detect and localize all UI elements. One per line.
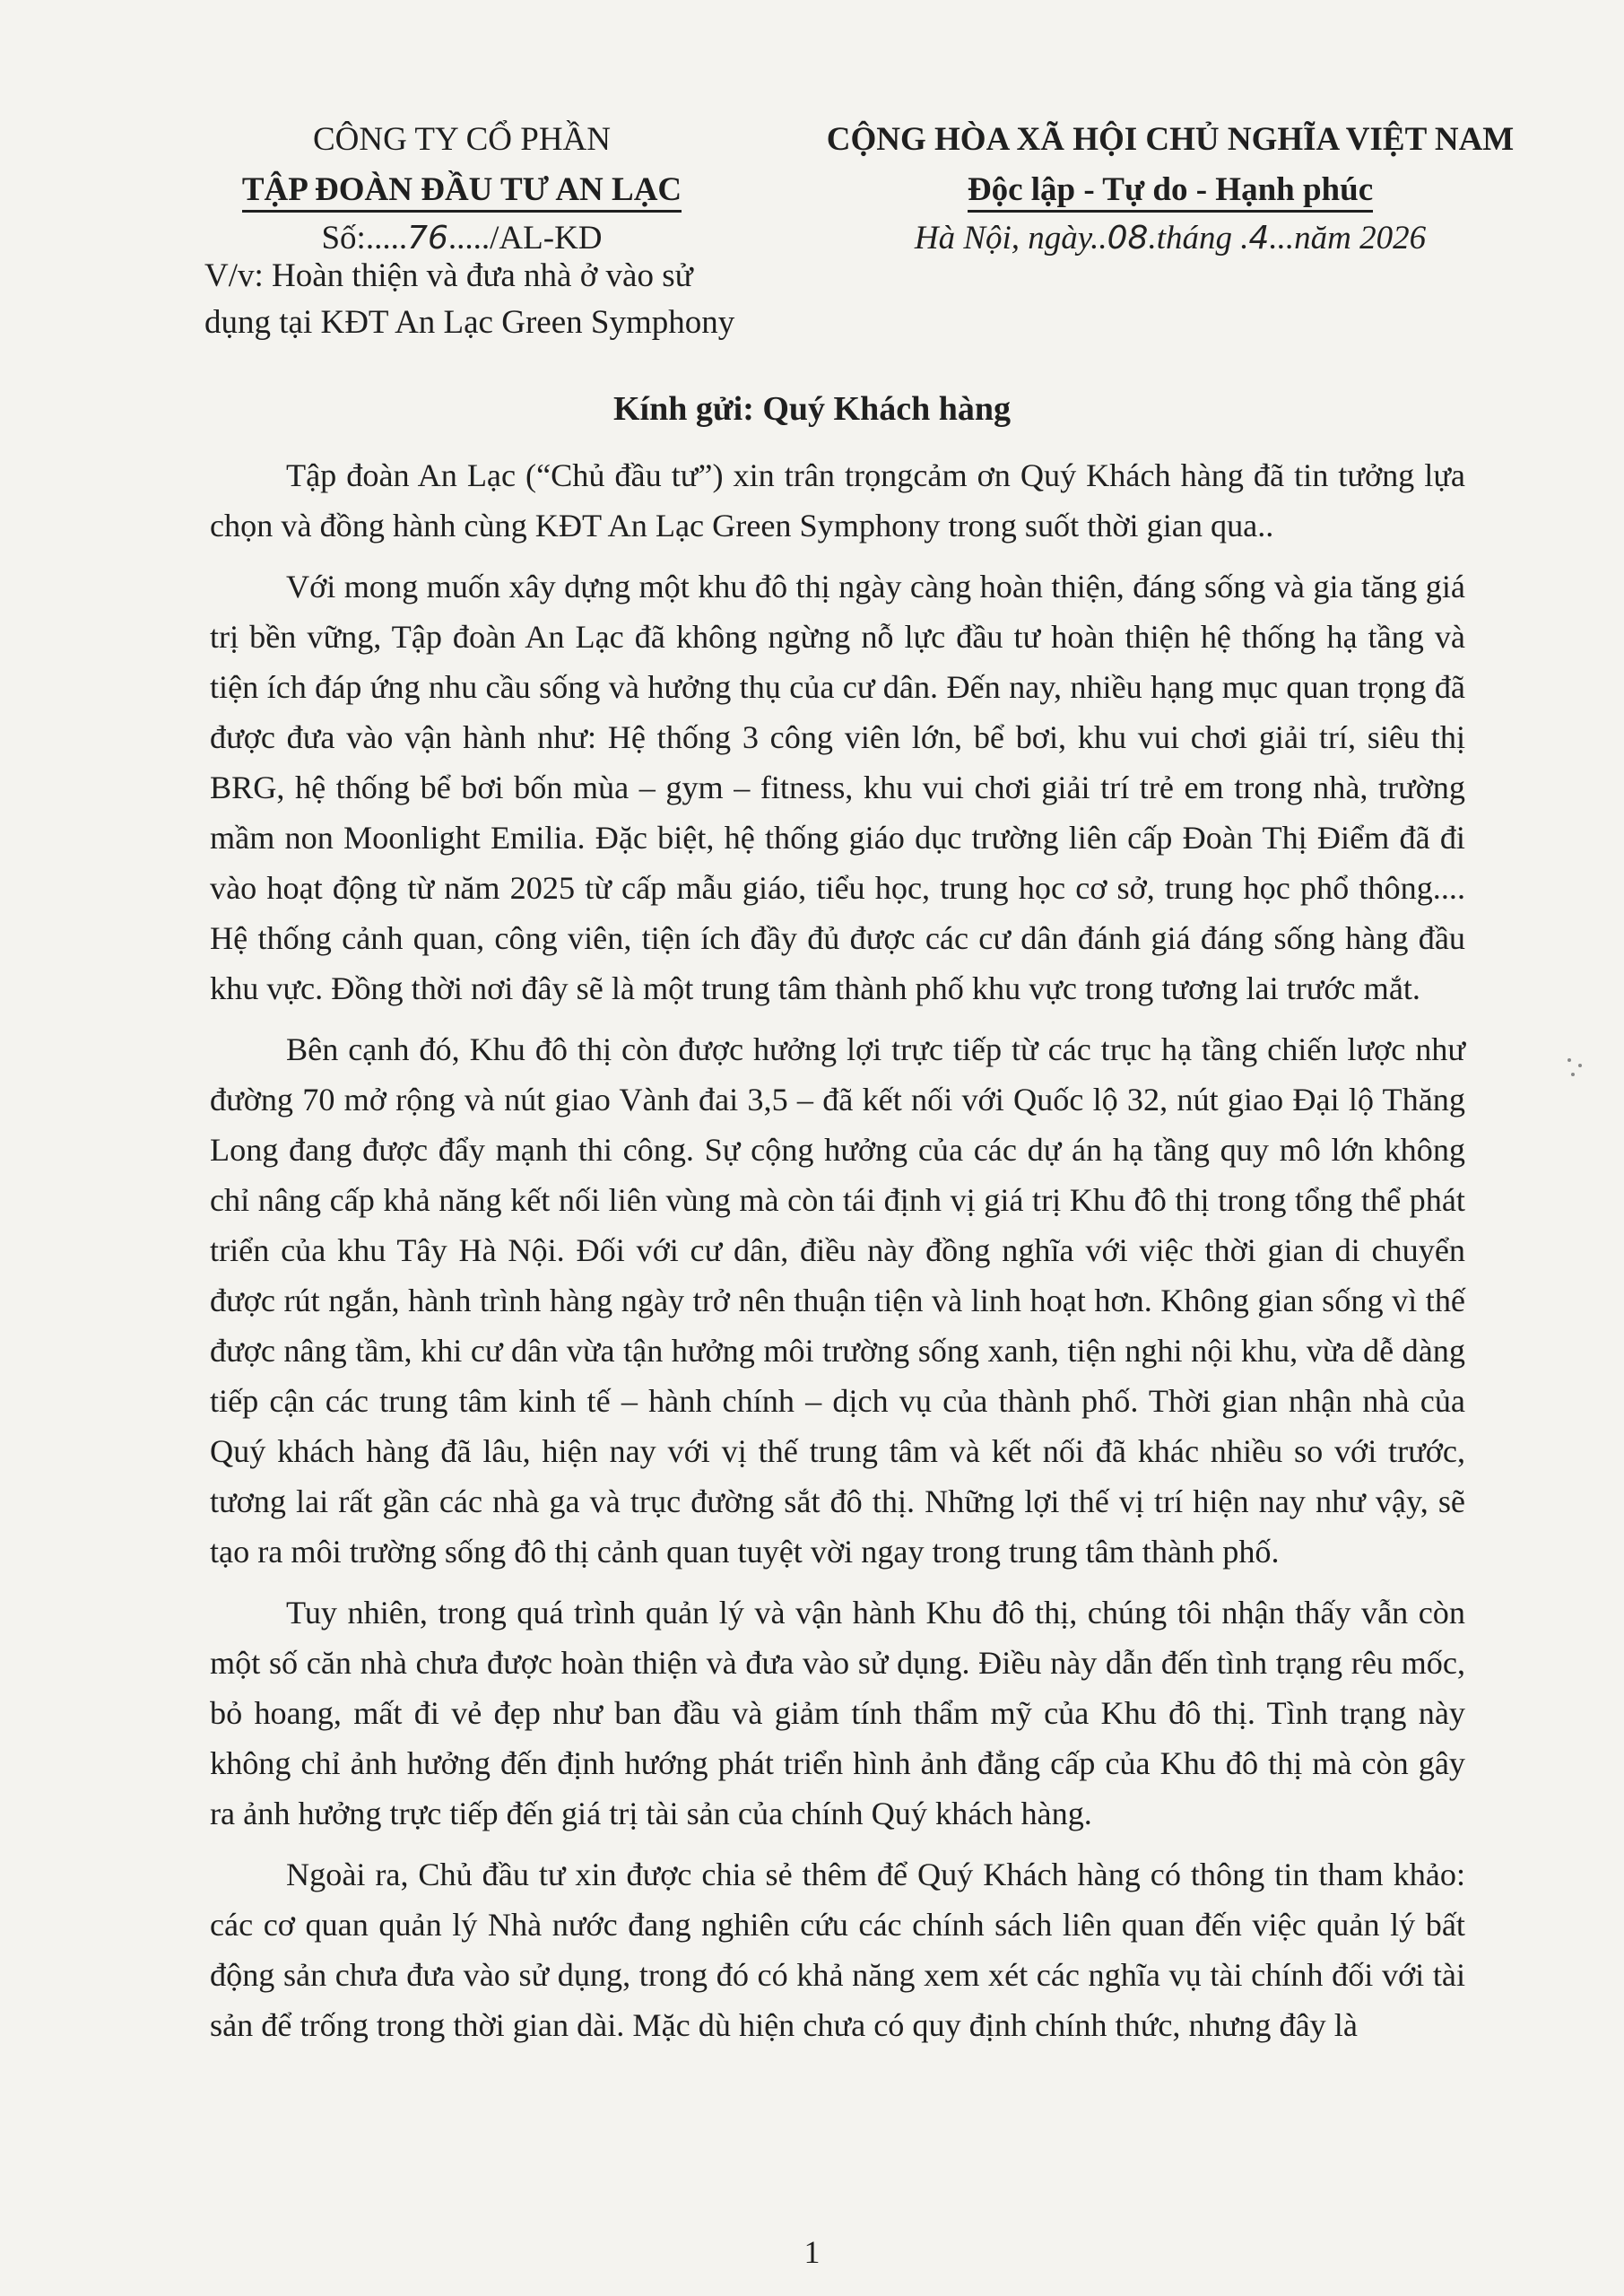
company-line-1: CÔNG TY CỔ PHẦN — [312, 121, 611, 158]
paragraph-issue: Tuy nhiên, trong quá trình quản lý và vận hành Khu đô thị, chúng tôi nhận thấy vẫn còn một số căn nhà chưa được hoàn thiện và đưa vào sử dụng. Điều này dẫn đến tình trạng rêu mốc, bỏ hoang, mất đi vẻ đẹp như ban đầu và giảm tính thẩm mỹ của Khu đô thị. Tình trạng này không chỉ ảnh hưởng đến định hướng phát triển hình ảnh đẳng cấp của Khu đô thị mà còn gây ra ảnh hưởng trực tiếp đến giá trị tài sản của chính Quý khách hàng. — [210, 1595, 1465, 1831]
issuer-block — [193, 115, 731, 262]
date-mid: .tháng . — [1148, 220, 1249, 257]
doc-no-handwritten: 76 — [407, 220, 448, 257]
subject-block — [204, 253, 743, 346]
page-number: 1 — [803, 2234, 821, 2270]
salutation: Kính gửi: Quý Khách hàng — [612, 390, 1012, 428]
date-prefix: Hà Nội, ngày.. — [914, 220, 1107, 257]
doc-no-suffix: ...../AL-KD — [447, 220, 603, 257]
scan-speck — [1578, 1064, 1582, 1067]
date-day-handwritten: 08 — [1107, 220, 1149, 257]
date-line — [807, 215, 1533, 262]
motto-line — [807, 165, 1533, 215]
paragraph-amenities: Với mong muốn xây dựng một khu đô thị ngày càng hoàn thiện, đáng sống và gia tăng giá trị bền vững, Tập đoàn An Lạc đã không ngừng nỗ lực đầu tư hoàn thiện hệ thống hạ tầng và tiện ích đáp ứng nhu cầu sống và hưởng thụ của cư dân. Đến nay, nhiều hạng mục quan trọng đã được đưa vào vận hành như: Hệ thống 3 công viên lớn, bể bơi, khu vui chơi giải trí, siêu thị BRG, hệ thống bể bơi bốn mùa – gym – fitness, khu vui chơi giải trí trẻ em trong nhà, trường mầm non Moonlight Emilia. Đặc biệt, hệ thống giáo dục trường liên cấp Đoàn Thị Điểm đã đi vào hoạt động từ năm 2025 từ cấp mẫu giáo, tiểu học, trung học cơ sở, trung học phổ thông.... Hệ thống cảnh quan, công viên, tiện ích đầy đủ được các cư dân đánh giá đáng sống hàng đầu khu vực. Đồng thời nơi đây sẽ là một trung tâm thành phố khu vực trong tương lai trước mắt. — [210, 569, 1465, 1006]
paragraph-intro: Tập đoàn An Lạc (“Chủ đầu tư”) xin trân trọngcảm ơn Quý Khách hàng đã tin tưởng lựa chọn và đồng hành cùng KĐT An Lạc Green Symphony trong suốt thời gian qua.. — [210, 457, 1465, 544]
subject-line-1: V/v: Hoàn thiện và đưa nhà ở vào sử — [204, 257, 693, 294]
scan-speck — [1571, 1073, 1575, 1076]
company-line-2 — [193, 165, 731, 215]
country-line: CỘNG HÒA XÃ HỘI CHỦ NGHĨA VIỆT NAM — [826, 121, 1515, 158]
motto: Độc lập - Tự do - Hạnh phúc — [968, 170, 1373, 213]
date-month-handwritten: 4 — [1248, 220, 1270, 257]
doc-no-label: Số:..... — [321, 220, 408, 257]
letter-body — [210, 450, 1465, 2061]
date-suffix: ...năm 2026 — [1269, 220, 1427, 257]
paragraph-policy: Ngoài ra, Chủ đầu tư xin được chia sẻ thêm để Quý Khách hàng có thông tin tham khảo: các cơ quan quản lý Nhà nước đang nghiên cứu các chính sách liên quan đến việc quản lý bất động sản chưa đưa vào sử dụng, trong đó có khả năng xem xét các nghĩa vụ tài chính đối với tài sản để trống trong thời gian dài. Mặc dù hiện chưa có quy định chính thức, nhưng đây là — [210, 1857, 1465, 2043]
subject-line-2: dụng tại KĐT An Lạc Green Symphony — [204, 304, 735, 341]
paragraph-infrastructure: Bên cạnh đó, Khu đô thị còn được hưởng lợi trực tiếp từ các trục hạ tầng chiến lược như đường 70 mở rộng và nút giao Vành đai 3,5 – đã kết nối với Quốc lộ 32, nút giao Đại lộ Thăng Long đang được đẩy mạnh thi công. Sự cộng hưởng của các dự án hạ tầng quy mô lớn không chỉ nâng cấp khả năng kết nối liên vùng mà còn tái định vị giá trị Khu đô thị trong tổng thể phát triển của khu Tây Hà Nội. Đối với cư dân, điều này đồng nghĩa với việc thời gian di chuyển được rút ngắn, hành trình hàng ngày trở nên thuận tiện và linh hoạt hơn. Không gian sống vì thế được nâng tầm, khi cư dân vừa tận hưởng môi trường sống xanh, tiện nghi nội khu, vừa dễ dàng tiếp cận các trung tâm kinh tế – hành chính – dịch vụ của thành phố. Thời gian nhận nhà của Quý khách hàng đã lâu, hiện nay với vị thế trung tâm và kết nối đã khác nhiều so với trước, tương lai rất gần các nhà ga và trục đường sắt đô thị. Những lợi thế vị trí hiện nay như vậy, sẽ tạo ra môi trường sống đô thị cảnh quan tuyệt vời ngay trong trung tâm thành phố. — [210, 1031, 1465, 1570]
scan-speck — [1568, 1058, 1571, 1062]
national-heading-block — [807, 115, 1533, 262]
company-name: TẬP ĐOÀN ĐẦU TƯ AN LẠC — [242, 170, 682, 213]
